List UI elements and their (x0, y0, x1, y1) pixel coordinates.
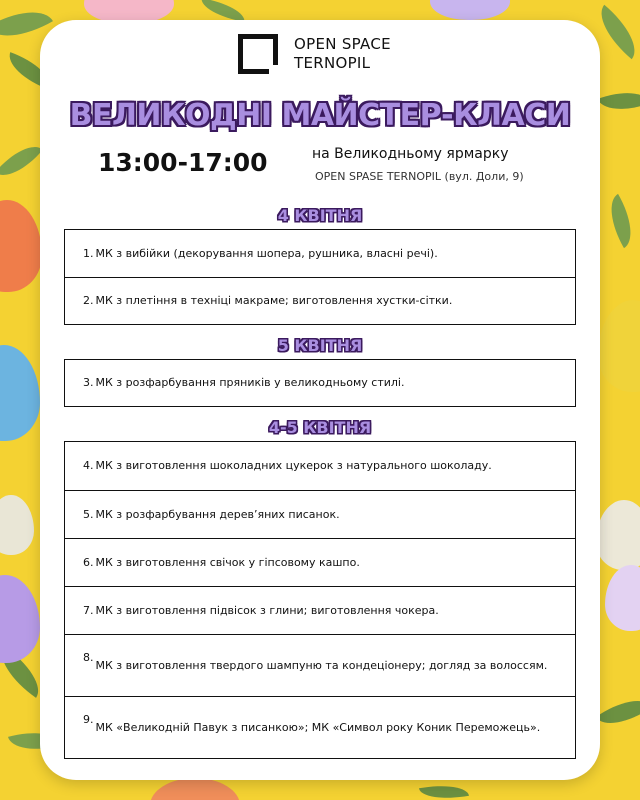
item-number: 9. (83, 712, 94, 726)
leaf-decoration (0, 136, 43, 187)
list-item (65, 538, 575, 586)
list-item (65, 360, 575, 406)
item-text: МК з виготовлення свічок у гіпсовому кашпо. (95, 555, 360, 569)
leaf-decoration (596, 687, 640, 736)
item-number: 8. (83, 650, 94, 664)
logo-text (294, 35, 391, 73)
list-item (65, 442, 575, 490)
egg-decoration (0, 495, 34, 555)
workshop-list (64, 359, 576, 407)
item-text: МК з плетіння в техніці макраме; виготовлення хустки-сітки. (95, 294, 453, 307)
leaf-decoration (199, 0, 247, 22)
workshop-list (64, 229, 576, 325)
item-number: 5. (83, 507, 94, 521)
event-venue: на Великодньому ярмарку (312, 146, 509, 162)
list-item (65, 696, 575, 758)
item-text: МК «Великодній Павук з писанкою»; МК «Символ року Коник Переможець». (95, 720, 541, 734)
item-number: 3. (83, 376, 94, 389)
egg-decoration (150, 778, 240, 800)
section-date: 4 КВІТНЯ (277, 206, 363, 225)
list-item (65, 586, 575, 634)
event-time: 13:00-17:00 (98, 148, 268, 177)
egg-decoration (598, 300, 640, 392)
poster-card (40, 20, 600, 780)
logo-square-icon (238, 34, 278, 74)
item-text: МК з розфарбування пряників у великодньому стилі. (95, 376, 405, 389)
item-number: 1. (83, 246, 94, 260)
section-date: 5 КВІТНЯ (277, 336, 363, 355)
leaf-decoration (419, 780, 469, 800)
egg-decoration (0, 575, 40, 663)
item-text: МК з виготовлення підвісок з глини; виготовлення чокера. (95, 603, 439, 617)
egg-decoration (0, 200, 42, 292)
leaf-decoration (599, 194, 640, 248)
item-text: МК з розфарбування дерев’яних писанок. (95, 507, 340, 521)
leaf-decoration (598, 82, 640, 119)
list-item (65, 634, 575, 696)
logo-line-2: TERNOPIL (294, 54, 371, 72)
logo-line-1: OPEN SPACE (294, 35, 391, 53)
item-text: МК з вибійки (декорування шопера, рушника, власні речі). (95, 246, 438, 260)
item-number: 4. (83, 459, 94, 472)
egg-decoration (596, 500, 640, 570)
egg-decoration (0, 345, 40, 441)
section-date: 4-5 КВІТНЯ (268, 418, 372, 437)
item-number: 6. (83, 555, 94, 569)
list-item (65, 277, 575, 324)
page-title: ВЕЛИКОДНІ МАЙСТЕР-КЛАСИ (69, 98, 571, 133)
egg-decoration (430, 0, 510, 20)
item-text: МК з виготовлення твердого шампуню та кондеціонеру; догляд за волоссям. (95, 658, 548, 672)
list-item (65, 230, 575, 277)
item-number: 2. (83, 294, 94, 307)
egg-decoration (605, 565, 640, 631)
item-text: МК з виготовлення шоколадних цукерок з натурального шоколаду. (95, 459, 492, 472)
event-address: OPEN SPASE TERNOPIL (вул. Доли, 9) (315, 170, 524, 183)
logo (238, 34, 391, 74)
workshop-list (64, 441, 576, 759)
item-number: 7. (83, 603, 94, 617)
list-item (65, 490, 575, 538)
